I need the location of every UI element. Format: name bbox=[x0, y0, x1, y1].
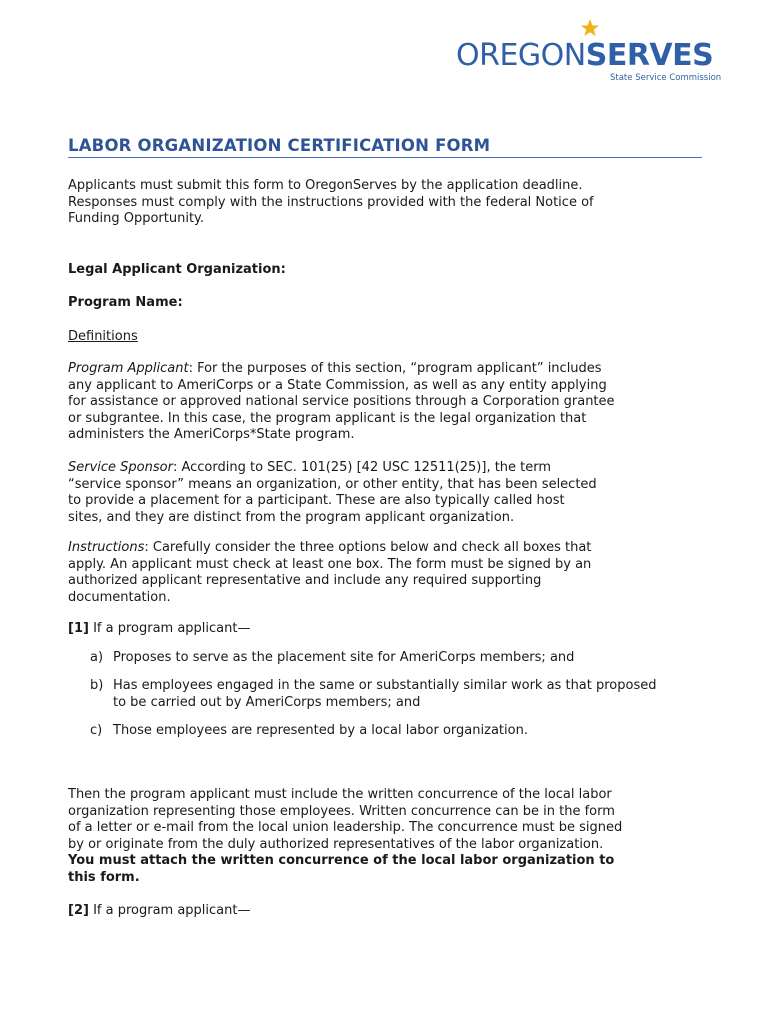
definition-line: to provide a placement for a participant. These are also typically called host bbox=[68, 493, 565, 508]
program-applicant-definition bbox=[68, 361, 708, 444]
instructions-line: authorized applicant representative and include any required supporting bbox=[68, 573, 542, 588]
list-item-letter: b) bbox=[90, 678, 104, 693]
intro-line: Responses must comply with the instructions provided with the federal Notice of bbox=[68, 194, 594, 210]
option-2-number: [2] bbox=[68, 903, 89, 918]
list-item-line: Has employees engaged in the same or substantially similar work as that proposed bbox=[113, 678, 657, 693]
logo-wordmark bbox=[456, 38, 713, 74]
program-name-label: Program Name: bbox=[68, 295, 183, 310]
list-item-letter: c) bbox=[90, 723, 103, 738]
legal-applicant-label: Legal Applicant Organization: bbox=[68, 262, 286, 277]
list-item-line: Those employees are represented by a local labor organization. bbox=[113, 723, 528, 738]
definition-line: or subgrantee. In this case, the program applicant is the legal organization that bbox=[68, 410, 587, 426]
option-1-heading bbox=[68, 621, 708, 638]
logo-word-serves: SERVES bbox=[585, 38, 714, 73]
option-1-number: [1] bbox=[68, 621, 89, 636]
instructions-line: apply. An applicant must check at least one box. The form must be signed by an bbox=[68, 556, 592, 572]
option-2-text: If a program applicant— bbox=[88, 903, 251, 918]
service-sponsor-term: Service Sponsor bbox=[68, 460, 173, 475]
concurrence-bold-line: this form. bbox=[68, 869, 140, 885]
intro-paragraph bbox=[68, 178, 708, 228]
concurrence-paragraph bbox=[68, 787, 708, 886]
definition-line: administers the AmeriCorps*State program. bbox=[68, 427, 355, 442]
definition-line: “service sponsor” means an organization, or other entity, that has been selected bbox=[68, 476, 597, 492]
intro-line: Funding Opportunity. bbox=[68, 211, 205, 226]
option-1-text: If a program applicant— bbox=[88, 621, 251, 636]
definition-line: for assistance or approved national service positions through a Corporation grantee bbox=[68, 394, 615, 409]
intro-line: Applicants must submit this form to OregonServes by the application deadline. bbox=[68, 178, 583, 193]
star-icon bbox=[580, 18, 600, 38]
definition-line: : For the purposes of this section, “program applicant” includes bbox=[188, 361, 602, 376]
instructions-line: documentation. bbox=[68, 589, 171, 605]
concurrence-line: organization representing those employees. Written concurrence can be in the form bbox=[68, 803, 615, 819]
concurrence-line: Then the program applicant must include the written concurrence of the local labor bbox=[68, 787, 612, 802]
logo-word-oregon: OREGON bbox=[456, 38, 586, 73]
instructions-line: : Carefully consider the three options below and check all boxes that bbox=[144, 540, 592, 555]
concurrence-bold-line: You must attach the written concurrence of the local labor organization to bbox=[68, 853, 615, 868]
service-sponsor-definition bbox=[68, 460, 708, 526]
instructions-term: Instructions bbox=[68, 540, 145, 555]
title-divider bbox=[68, 157, 702, 158]
list-item-letter: a) bbox=[90, 650, 104, 665]
definition-line: : According to SEC. 101(25) [42 USC 12511(25)], the term bbox=[172, 460, 552, 475]
list-item-line: to be carried out by AmeriCorps members; and bbox=[113, 694, 421, 710]
list-item-line: Proposes to serve as the placement site for AmeriCorps members; and bbox=[113, 650, 575, 665]
instructions-paragraph bbox=[68, 540, 708, 606]
concurrence-line: of a letter or e-mail from the local union leadership. The concurrence must be signed bbox=[68, 820, 623, 835]
logo-subtitle: State Service Commission bbox=[610, 73, 722, 83]
concurrence-line: by or originate from the duly authorized representatives of the labor organization. bbox=[68, 836, 604, 852]
definition-line: sites, and they are distinct from the program applicant organization. bbox=[68, 509, 515, 525]
form-title: LABOR ORGANIZATION CERTIFICATION FORM bbox=[68, 136, 491, 155]
option-2-heading bbox=[68, 903, 708, 920]
oregonserves-logo bbox=[456, 18, 726, 88]
definition-line: any applicant to AmeriCorps or a State Commission, as well as any entity applying bbox=[68, 377, 607, 393]
program-applicant-term: Program Applicant bbox=[68, 361, 189, 376]
definitions-heading: Definitions bbox=[68, 329, 138, 344]
